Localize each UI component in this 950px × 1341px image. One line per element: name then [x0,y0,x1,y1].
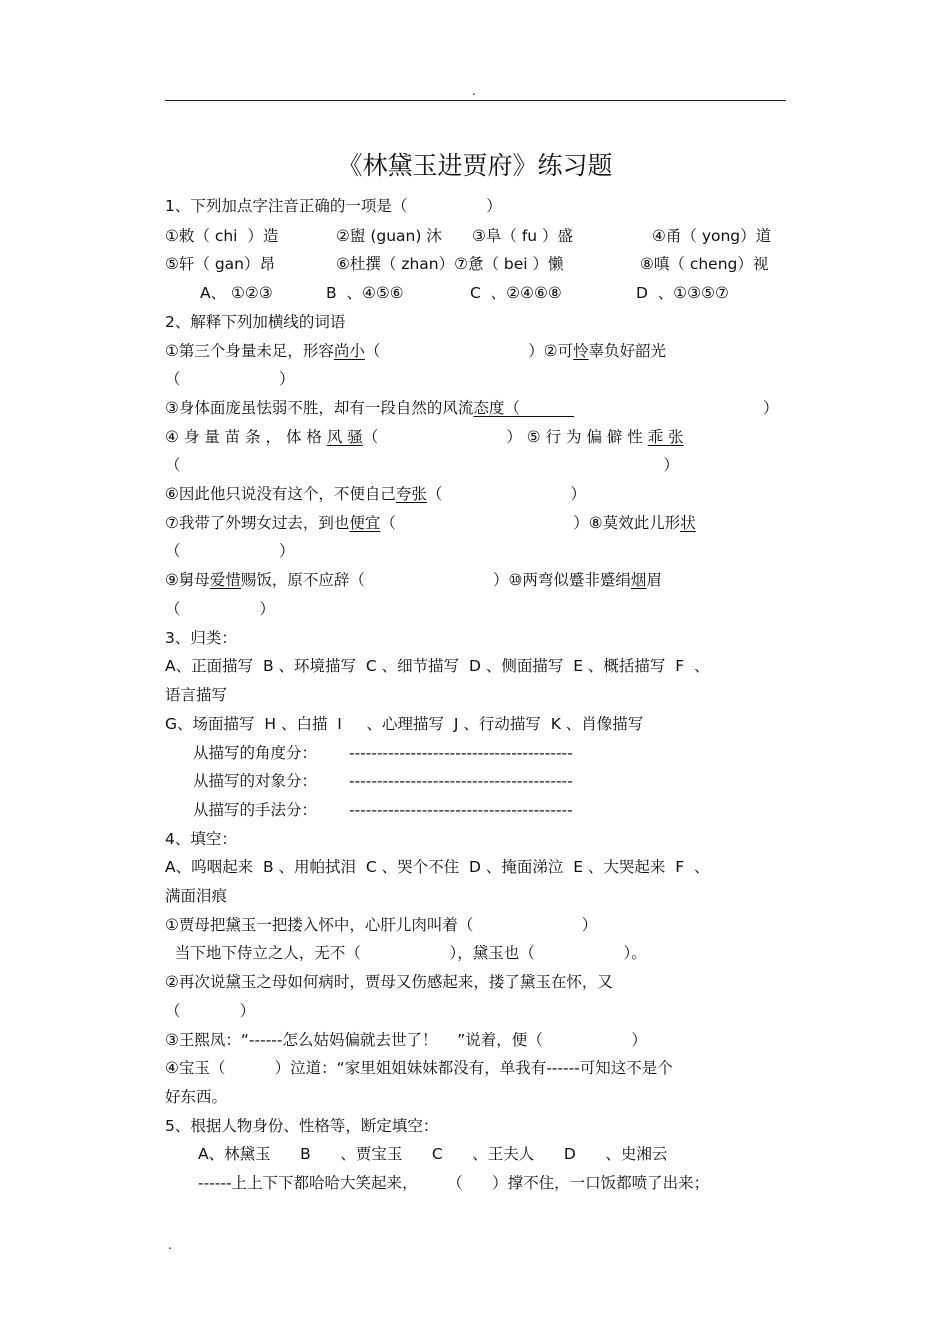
q4-line-3: ②再次说黛玉之母如何病时，贾母又伤感起来，搂了黛玉在怀，又 [165,973,613,991]
q2-line-3: ③身体面庞虽怯弱不胜，却有一段自然的风流态度（ ） [165,399,779,417]
q1-item-4: ④甬（ yong）道 [652,227,772,245]
q3-angle-label: 从描写的角度分： [193,744,318,762]
q3-method-label: 从描写的手法分： [193,801,318,819]
q4-line-7: 好东西。 [165,1088,228,1106]
footer-dot: . [168,1238,172,1252]
q2-line-1: ①第三个身量未足，形容尚小（ ）②可怜辜负好韶光 [165,342,667,360]
q1-option-c: C 、②④⑥⑧ [470,284,562,302]
q4-line-6: ④宝玉（ ）泣道：“家里姐姐妹妹都没有，单我有------可知这不是个 [165,1059,673,1077]
q4-stem: 4、填空： [165,830,237,848]
q2-line-5: （ ） [165,456,679,474]
header-rule [165,100,786,101]
q3-options-3: G、场面描写 H 、白描 I 、心理描写 J 、行动描写 K 、肖像描写 [165,715,644,733]
q5-stem: 5、根据人物身份、性格等，断定填空： [165,1117,439,1135]
q2-line-8: （ ） [165,542,295,560]
q1-stem: 1、下列加点字注音正确的一项是（ ） [165,197,502,215]
page-title: 《林黛玉进贾府》练习题 [337,151,613,180]
q2-line-6: ⑥因此他只说没有这个，不便自己夸张（ ） [165,485,587,503]
q1-item-6-7: ⑥杜撰（ zhan）⑦惫（ bei ）懒 [336,255,564,273]
q1-option-a: A、 ①②③ [200,284,273,302]
q4-line-2: 当下地下侍立之人，无不（ ），黛玉也（ ）。 [165,944,647,962]
q3-options-2: 语言描写 [165,686,228,704]
q3-angle-blank: ---------------------------------------- [349,744,573,762]
q3-method-blank: ---------------------------------------- [349,801,573,819]
q1-item-3: ③阜（ fu ）盛 [472,227,574,245]
q4-options-1: A、呜咽起来 B 、用帕拭泪 C 、哭个不住 D 、掩面涕泣 E 、大哭起来 F 、 [165,858,710,876]
q2-line-10: （ ） [165,600,275,618]
q5-options: A、林黛玉 B 、贾宝玉 C 、王夫人 D 、史湘云 [198,1145,668,1163]
header-dot: . [472,84,476,98]
q1-item-8: ⑧嗔（ cheng）视 [640,255,769,273]
q1-item-2: ②盥 (guan) 沐 [336,227,442,245]
q1-item-5: ⑤轩（ gan）昂 [165,255,275,273]
q5-line-1: ------上上下下都哈哈大笑起来， （ ）撑不住，一口饭都喷了出来； [198,1174,710,1192]
q4-line-1: ①贾母把黛玉一把搂入怀中，心肝儿肉叫着（ ） [165,916,598,934]
q3-stem: 3、归类： [165,629,237,647]
q3-options-1: A、正面描写 B 、环境描写 C 、细节描写 D 、侧面描写 E 、概括描写 F 、 [165,657,710,675]
q4-options-2: 满面泪痕 [165,887,228,905]
q2-line-4: ④ 身 量 苗 条 ， 体 格 风 骚（ ） ⑤ 行 为 偏 僻 性 乖 张 [165,428,684,446]
q3-object-label: 从描写的对象分： [193,772,318,790]
q4-line-5: ③王熙凤：“------怎么姑妈偏就去世了！ ”说着，便（ ） [165,1031,647,1049]
q2-line-9: ⑨舅母爱惜赐饭，原不应辞（ ）⑩两弯似蹙非蹙绢烟眉 [165,571,662,589]
q1-option-b: B 、④⑤⑥ [326,284,404,302]
q2-stem: 2、解释下列加横线的词语 [165,313,346,331]
q3-object-blank: ---------------------------------------- [349,772,573,790]
q1-option-d: D 、①③⑤⑦ [636,284,729,302]
q4-line-4: （ ） [165,1002,256,1020]
q1-item-1: ①敕（ chi ）造 [165,227,279,245]
q2-line-2: （ ） [165,370,295,388]
q2-line-7: ⑦我带了外甥女过去，到也便宜（ ）⑧莫效此儿形状 [165,514,696,532]
